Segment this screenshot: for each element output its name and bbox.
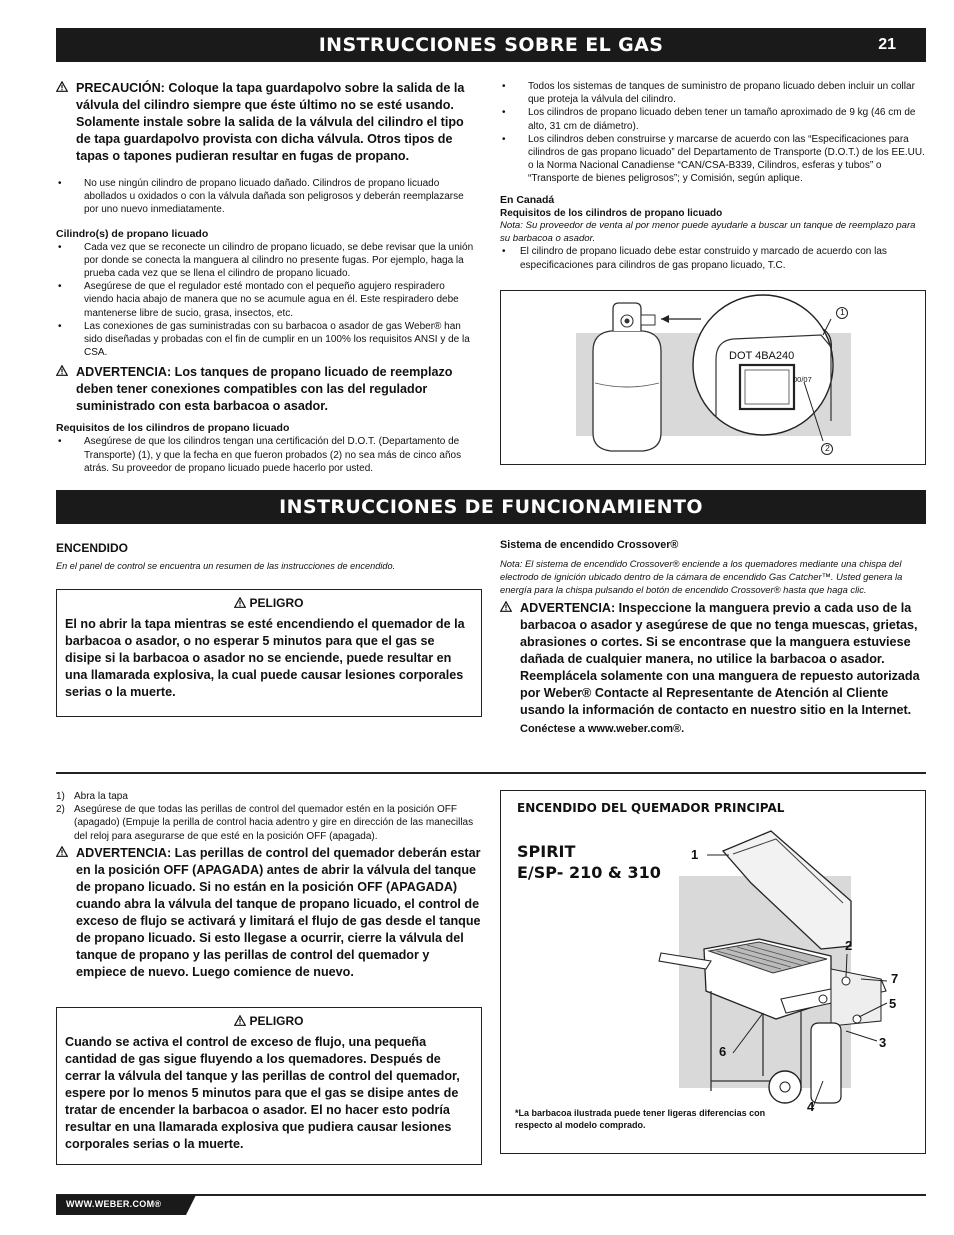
- page-number: 21: [878, 36, 896, 53]
- canada-title: En Canadá: [500, 193, 555, 206]
- main-burner-figure: [500, 790, 926, 1154]
- crossover-section: [500, 538, 926, 738]
- precaucion-text: PRECAUCIÓN: Coloque la tapa guardapolvo sobre la salida de la válvula del cilindro siempre que éste último no se esté usando. Solamente instale sobre la salida de la válvula del cilindro el tipo de tapa guardapolvo provista con dicha válvula. Otros tipos de tapas o tapones pudieran resultar en fugas de propano.: [76, 81, 465, 163]
- warning-icon: [234, 597, 246, 611]
- steps-section: [56, 790, 482, 981]
- encendido-note: En el panel de control se encuentra un resumen de las instrucciones de encendido.: [56, 561, 396, 571]
- advertencia-tanques-block: [56, 364, 476, 415]
- grill-callout-7: 7: [891, 971, 899, 986]
- cilindros-bullet-3: • Las conexiones de gas suministradas con su barbacoa o asador de gas Weber® han sido diseñadas y probadas con el fin de cumplir en un 100% los requisitos ANSI y de la CSA.: [56, 320, 476, 360]
- conectese-text: Conéctese a www.weber.com®.: [520, 723, 685, 736]
- peligro-text-1: El no abrir la tapa mientras se esté encendiendo el quemador de la barbacoa o asador, o no esperar 5 minutos para que el gas se disipe si la barbacoa o asador no se enciende, puede resultar en una llamarada explosiva, la cual puede causar lesiones corporales serias o la muerte.: [65, 617, 465, 699]
- step-1-num: 1): [56, 791, 65, 802]
- section-divider: [56, 772, 926, 774]
- gas-right-column: [500, 80, 926, 272]
- encendido-section: [56, 540, 476, 573]
- peligro-box-2: [56, 1007, 482, 1165]
- encendido-title: ENCENDIDO: [56, 541, 129, 555]
- canada-bullet: • El cilindro de propano licuado debe estar construido y marcado de acuerdo con las especificaciones para cilindros de gas propano licuado, T.C.: [500, 245, 926, 271]
- model-line-1: SPIRIT: [517, 842, 576, 861]
- step-2-num: 2): [56, 804, 65, 816]
- grill-callout-2: 2: [845, 938, 853, 953]
- advertencia-manguera-text: ADVERTENCIA: Inspeccione la manguera previo a cada uso de la barbacoa o asador y asegúrese de que no tenga muescas, grietas, abrasiones o cortes. Si se encontrase que la manguera estuviese dañada de cualquier manera, no utilice la barbacoa o asador. Reemplácela solamente con una manguera de repuesto autorizada por Weber® Contacte al Representante de Atención al Cliente usando la información de contacto en nuestro sitio en la Internet.: [520, 601, 920, 718]
- cylinder-illustration: [501, 291, 925, 464]
- canada-note: Nota: Su proveedor de venta al por menor puede ayudarle a buscar un tanque de reemplazo para su barbacoa o asador.: [500, 219, 916, 244]
- grill-callout-5: 5: [889, 996, 897, 1011]
- cilindros-bullet-1: • Cada vez que se reconecte un cilindro de propano licuado, se debe revisar que la unión por donde se conecta la manguera al cilindro no presente fugas. Por ejemplo, haga la prueba cada vez que se llena el cilindro de propano licuado.: [56, 241, 476, 281]
- warning-icon: [500, 601, 512, 612]
- grill-footnote: *La barbacoa ilustrada puede tener ligeras diferencias con respecto al modelo comprado.: [515, 1108, 766, 1130]
- footer-url[interactable]: WWW.WEBER.COM®: [66, 1199, 162, 1209]
- requisitos-title: Requisitos de los cilindros de propano licuado: [56, 422, 290, 435]
- peligro-box-1: [56, 589, 482, 717]
- grill-callout-1: 1: [691, 847, 699, 862]
- warning-icon: [56, 81, 68, 92]
- date-label: 00/07: [793, 375, 812, 384]
- grill-callout-3: 3: [879, 1035, 887, 1050]
- grill-callout-6: 6: [719, 1044, 727, 1059]
- right-bullet-2: • Los cilindros de propano licuado deben tener un tamaño aproximado de 9 kg (46 cm de alto, 31 cm de diámetro).: [500, 106, 926, 132]
- grill-callout-4: 4: [807, 1099, 815, 1114]
- crossover-title: Sistema de encendido Crossover®: [500, 539, 679, 551]
- cilindros-title: Cilindro(s) de propano licuado: [56, 227, 209, 240]
- step-2-text: Asegúrese de que todas las perillas de control del quemador estén en la posición OFF (apagado) (Empuje la perilla de control hacia adentro y gire en dirección de las manecillas del reloj para asegurarse de que esté en la posición OFF (apagada).: [74, 804, 474, 842]
- main-burner-title: ENCENDIDO DEL QUEMADOR PRINCIPAL: [517, 801, 785, 815]
- warning-icon: [234, 1015, 246, 1029]
- grill-illustration: [501, 791, 925, 1153]
- advertencia-tanques-text: ADVERTENCIA: Los tanques de propano licuado de reemplazo deben tener conexiones compatibles con las del regulador suministrado con esta barbacoa o asador.: [76, 365, 453, 414]
- dot-label: DOT 4BA240: [729, 350, 795, 362]
- step-2: [56, 803, 482, 843]
- step-1: [56, 790, 482, 803]
- peligro-label-1: PELIGRO: [249, 596, 304, 610]
- right-bullet-1: • Todos los sistemas de tanques de suministro de propano licuado deben incluir un collar que proteja la válvula del cilindro.: [500, 80, 926, 106]
- model-line-2: E/SP- 210 & 310: [517, 863, 661, 882]
- header-banner: [56, 28, 926, 62]
- ops-title: INSTRUCCIONES DE FUNCIONAMIENTO: [279, 496, 703, 518]
- gas-left-column: [56, 80, 476, 475]
- requisitos-bullet: • Asegúrese de que los cilindros tengan una certificación del D.O.T. (Departamento de Transporte) (1), y que la fecha en que fueron probados (2) no sea más de cinco años atrás. Su proveedor de propano licuado puede hacerlo por usted.: [56, 435, 476, 475]
- peligro-header-2: [57, 1014, 481, 1029]
- canada-subtitle: Requisitos de los cilindros de propano licuado: [500, 207, 723, 219]
- footer-tab: [56, 1195, 196, 1215]
- step-1-text: Abra la tapa: [74, 791, 128, 802]
- right-bullet-3: • Los cilindros deben construirse y marcarse de acuerdo con las “Especificaciones para cilindros de gas propano licuado” del Departamento de Transporte (D.O.T.) de los EE.UU. o la Norma Nacional Canadiense “CAN/CSA-B339, Cilindros, esferas y tubos” o “Transporte de bienes peligrosos”; y Comisión, según aplique.: [500, 133, 926, 186]
- crossover-note: Nota: El sistema de encendido Crossover® enciende a los quemadores mediante una chispa del electrodo de ignición ubicado dentro de la cámara de encendido Gas Catcher™. Usted genera la energía para la chispa pulsando el botón de encendido Crossover® hasta que haga clic.: [500, 558, 903, 595]
- warning-icon: [56, 846, 68, 857]
- ops-banner: [56, 490, 926, 524]
- warning-icon: [56, 365, 68, 376]
- advertencia-perillas-block: [56, 845, 482, 981]
- callout-2: 2: [825, 443, 830, 453]
- advertencia-perillas-text: ADVERTENCIA: Las perillas de control del quemador deberán estar en la posición OFF (APAGADA) antes de abrir la válvula del tanque de propano licuado. Si no están en la posición OFF (APAGADA) cuando abra la válvula del tanque de propano licuado, el control de exceso de flujo se activará y limitará el flujo de gas desde el tanque de propano licuado. Si esto llegase a ocurrir, cierre la válvula del tanque de propano y las perillas de control del quemador y empiece de nuevo. Luego comience de nuevo.: [76, 845, 481, 979]
- cilindros-bullet-2: • Asegúrese de que el regulador esté montado con el pequeño agujero respiradero viendo hacia abajo de manera que no se acumule agua en él. Este respiradero debe mantenerse libre de sucio, grasa, insectos, etc.: [56, 280, 476, 320]
- callout-1: 1: [840, 307, 845, 317]
- bullet-damaged: • No use ningún cilindro de propano licuado dañado. Cilindros de propano licuado abollados u oxidados o con la válvula dañada son peligrosos y deberán reemplazarse por uno nuevo inmediatamente.: [56, 177, 476, 217]
- peligro-header-1: [57, 596, 481, 611]
- precaucion-block: [56, 80, 476, 165]
- peligro-label-2: PELIGRO: [249, 1014, 304, 1028]
- peligro-text-2: Cuando se activa el control de exceso de flujo, una pequeña cantidad de gas sigue fluyendo a los quemadores. Después de cerrar la válvula del tanque y las perillas de control del quemador, espere por lo menos 5 minutos para que el gas se disipe antes de tratar de encender la barbacoa o asador. El no hacer esto podría resultar en una llamarada explosiva que pudiera causar lesiones corporales serias o la muerte.: [65, 1035, 460, 1151]
- advertencia-manguera-block: [500, 600, 926, 738]
- cylinder-figure: [500, 290, 926, 465]
- page-title: INSTRUCCIONES SOBRE EL GAS: [318, 34, 664, 56]
